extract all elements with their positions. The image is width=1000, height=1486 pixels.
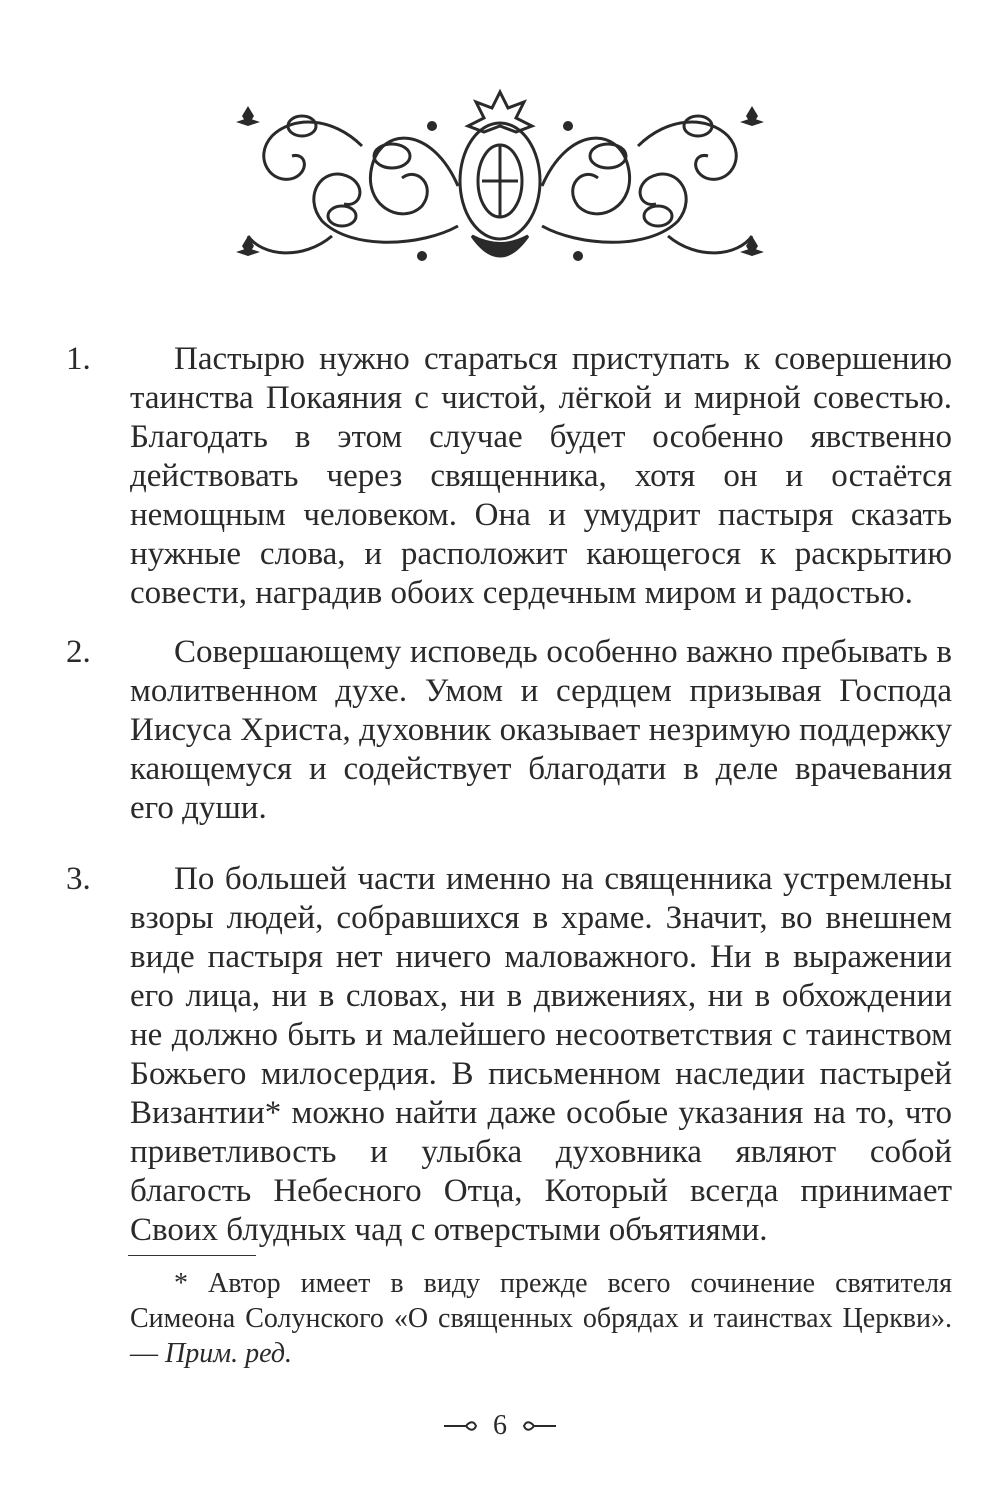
paragraph-number: 2. (66, 634, 91, 670)
editor-note: Прим. ред. (165, 1338, 292, 1369)
floral-headpiece-ornament-icon (232, 86, 768, 272)
paragraph-text: Пастырю нужно стараться приступать к совершению таинства Покаяния с чистой, лёгкой и мирной совестью. Благодать в этом случае будет особенно явственно действовать через священника, хотя он и остаётся немощным человеком. Она и умудрит пастыря сказать нужные слова, и расположит кающегося к раскрытию совести, наградив обоих сердечным миром и радостью. (130, 341, 952, 611)
page-number-footer (0, 1408, 1000, 1442)
paragraph-text: По большей части именно на священника устремлены взоры людей, собравшихся в храме. Значит, во внешнем виде пастыря нет ничего маловажного. Ни в выражении его лица, ни в словах, ни в движениях, ни в обхождении не должно быть и малейшего несоответствия с таинством Божьего милосердия. В письменном наследии пастырей Византии* можно найти даже особые указания на то, что приветливость и улыбка духовника являют собой благость Небесного Отца, Который всегда принимает Своих блудных чад с отверстыми объятиями. (130, 861, 952, 1248)
paragraph-text: Совершающему исповедь особенно важно пребывать в молитвенном духе. Умом и сердцем призывая Господа Иисуса Христа, духовник оказывает незримую поддержку кающемуся и содействует благодати в деле врачевания его души. (130, 634, 952, 826)
footnote-text: * Автор имеет в виду прежде всего сочинение святителя Симеона Солунского «О священных обрядах и таинствах Церкви». — (130, 1268, 952, 1369)
paragraph-number: 3. (66, 861, 91, 897)
page-number: 6 (493, 1409, 507, 1441)
footnote (130, 1266, 952, 1371)
left-flourish-icon (444, 1421, 480, 1431)
footnote-divider (128, 1255, 256, 1256)
paragraph-number: 1. (66, 341, 91, 377)
right-flourish-icon (520, 1421, 556, 1431)
